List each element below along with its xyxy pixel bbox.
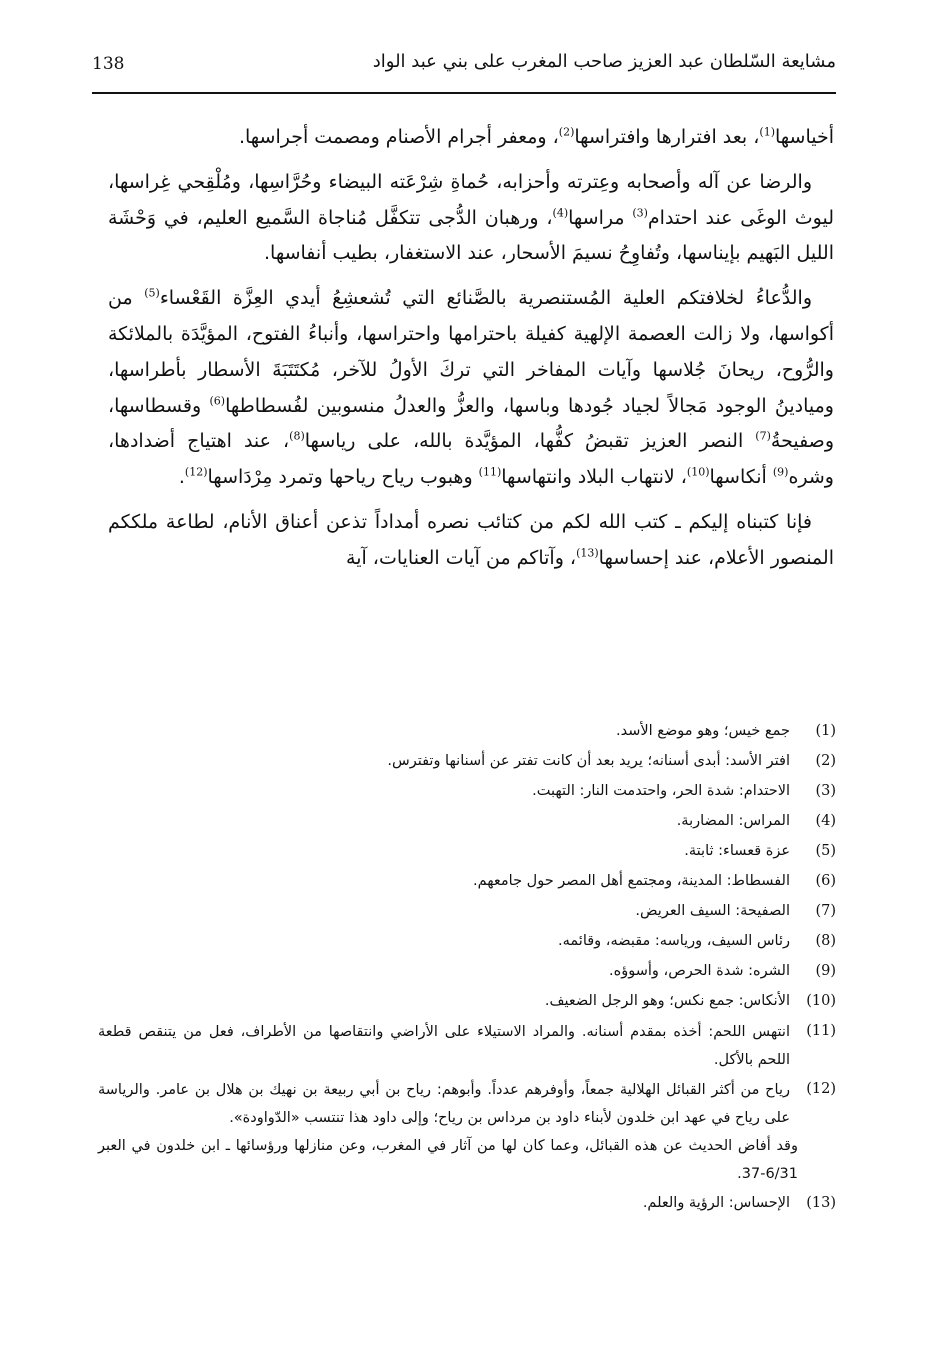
footnote-text: الأنكاس: جمع نكس؛ وهو الرجل الضعيف. — [544, 993, 790, 1009]
text-run: ، ورهبان الدُّجى تتكفَّل مُناجاة السَّميع العليم، في وَحْشَة الليل البَهيم بإيناسها، وتُفاوِحُ نسيمَ الأسحار، عند الاستغفار، بطيب أنفاسها. — [108, 206, 834, 265]
footnote-text: الإحساس: الرؤية والعلم. — [642, 1195, 790, 1211]
text-run: ، بعد افترارها وافتراسها — [574, 126, 760, 148]
footnote-text: جمع خيس؛ وهو موضع الأسد. — [615, 723, 790, 739]
footnote-text: الفسطاط: المدينة، ومجتمع أهل المصر حول جامعهم. — [472, 873, 790, 889]
paragraph-3 — [108, 281, 834, 496]
footnote-item — [98, 776, 836, 806]
main-text — [108, 120, 834, 586]
footnote-item — [98, 1074, 836, 1132]
page-number: 138 — [92, 54, 125, 74]
footnote-continuation: وقد أفاض الحديث عن هذه القبائل، وعما كان لها من آثار في المغرب، وعن منازلها ورؤسائها ـ ابن خلدون في العبر 6/31-37. — [98, 1138, 798, 1182]
text-run: والدُّعاءُ لخلافتكم العلية المُستنصرية بالصَّنائع التي تُشعشِعُ أيدي العِزَّة القَعْساء — [159, 287, 813, 310]
footnote-number: (1) — [815, 723, 836, 739]
footnote-text: انتهس اللحم: أخذه بمقدم أسنانه. والمراد الاستيلاء على الأراضي وانتقاصها من الأطراف، فعل من يتنقص قطعة اللحم بالأكل. — [98, 1024, 790, 1068]
footnote-item — [98, 746, 836, 776]
footnote-number: (4) — [815, 813, 836, 829]
text-run: وقسطاسها، وصفيحةُ — [108, 394, 834, 453]
footnote-number: (8) — [815, 933, 836, 949]
footnote-item — [98, 866, 836, 896]
footnote-item — [98, 1188, 836, 1218]
footnote-number: (3) — [815, 783, 836, 799]
text-run: وهبوب رياح رياحها وتمرد مِرْدَاسها — [207, 466, 479, 489]
footnote-ref[interactable]: (1) — [759, 125, 775, 139]
footnote-ref[interactable]: (2) — [558, 125, 575, 139]
footnote-ref[interactable]: (4) — [552, 206, 569, 220]
footnote-item — [98, 1016, 836, 1074]
footnote-number: (12) — [806, 1081, 836, 1097]
footnote-number: (11) — [806, 1023, 836, 1039]
footnote-ref[interactable]: (8) — [289, 430, 305, 444]
text-run: ، لانتهاب البلاد وانتهاسها — [501, 466, 687, 489]
footnote-number: (10) — [806, 993, 836, 1009]
footnote-ref[interactable]: (11) — [478, 465, 502, 479]
footnote-text: افتر الأسد: أبدى أسنانه؛ يريد بعد أن كانت تفتر عن أسنانها وتفترس. — [387, 753, 790, 769]
text-run: النصر العزيز تقبضُ كفُّها، المؤيَّدة بالله، على رياسها — [304, 430, 756, 453]
footnote-item — [98, 956, 836, 986]
footnote-text: رئاس السيف، ورياسه: مقبضه، وقائمه. — [558, 933, 790, 949]
text-run: مراسها — [568, 206, 633, 229]
text-run: من أكواسها، ولا زالت العصمة الإلهية كفيلة باحترامها واحتراسها، وأنباءُ الفتوح، المؤيَّدَة بالملائكة والرُّوح، ريحانَ جُلاسها وآيات المفاخر التي تركَ الأولُ للآخر، مُكتَتَبَةَ الأسطار بأطراسها، وميادينُ الوجود مَجالاً لجياد جُودها وباسها، والعزُّ والعدلُ منسوبين لفُسطاطها — [108, 287, 834, 417]
page-header — [92, 46, 836, 86]
footnote-text: رياح من أكثر القبائل الهلالية جمعاً، وأوفرهم عدداً. وأبوهم: رياح بن أبي ربيعة بن نهيك بن هلال بن عامر. والرياسة على رياح في عهد ابن خلدون لأبناء داود بن مرداس بن رياح؛ وإلى داود هذا تنتسب «الدّواودة». — [98, 1082, 790, 1126]
footnote-ref[interactable]: (10) — [686, 465, 710, 479]
footnote-text: الاحتدام: شدة الحر، واحتدمت النار: التهبت. — [532, 783, 790, 799]
footnote-number: (2) — [815, 753, 836, 769]
footnote-text: المراس: المضاربة. — [676, 813, 790, 829]
text-run: ، عند اهتياج أضدادها، وشره — [108, 430, 834, 489]
text-run: ، وآتاكم من آيات العنايات، آية — [346, 546, 577, 569]
footnote-number: (9) — [815, 963, 836, 979]
text-run: أنكاسها — [709, 466, 773, 489]
footnote-ref[interactable]: (7) — [755, 430, 771, 444]
footnote-ref[interactable]: (5) — [144, 286, 160, 300]
footnote-item — [98, 986, 836, 1016]
footnote-number: (6) — [815, 873, 836, 889]
footnote-ref[interactable]: (9) — [772, 465, 789, 479]
text-run: أخياسها — [774, 126, 834, 148]
paragraph-2 — [108, 165, 834, 272]
text-run: ، ومعفر أجرام الأصنام ومصمت أجراسها. — [238, 126, 559, 148]
footnote-ref[interactable]: (6) — [209, 394, 226, 408]
footnote-item — [98, 836, 836, 866]
text-run: والرضا عن آله وأصحابه وعِترته وأحزابه، حُماةِ شِرْعَته البيضاء وحُرَّاسِها، ومُلْقِحي غِراسها، ليوث الوغَى عند احتدام — [108, 170, 834, 229]
footnotes-section — [98, 716, 836, 1218]
footnote-ref[interactable]: (12) — [184, 465, 208, 479]
footnote-number: (13) — [806, 1195, 836, 1211]
footnote-item — [98, 716, 836, 746]
footnote-ref[interactable]: (3) — [632, 206, 648, 220]
footnote-item — [98, 896, 836, 926]
footnote-text: الصفيحة: السيف العريض. — [635, 903, 790, 919]
footnote-text: الشره: شدة الحرص، وأسوؤه. — [609, 963, 790, 979]
running-title: مشايعة السّلطان عبد العزيز صاحب المغرب على بني عبد الواد — [372, 51, 836, 72]
paragraph-1 — [108, 120, 834, 156]
text-run: فإنا كتبناه إليكم ـ كتب الله لكم من كتائب نصره أمداداً تذعن أعناق الأنام، لطاعة ملككم المنصور الأعلام، عند إحساسها — [108, 510, 834, 569]
footnote-item — [98, 926, 836, 956]
footnote-text: عزة قعساء: ثابتة. — [684, 843, 790, 859]
footnote-item — [98, 806, 836, 836]
paragraph-4 — [108, 505, 834, 577]
header-rule — [92, 92, 836, 94]
text-run: . — [178, 466, 185, 489]
footnote-number: (7) — [815, 903, 836, 919]
footnote-number: (5) — [815, 843, 836, 859]
footnote-ref[interactable]: (13) — [576, 546, 599, 560]
